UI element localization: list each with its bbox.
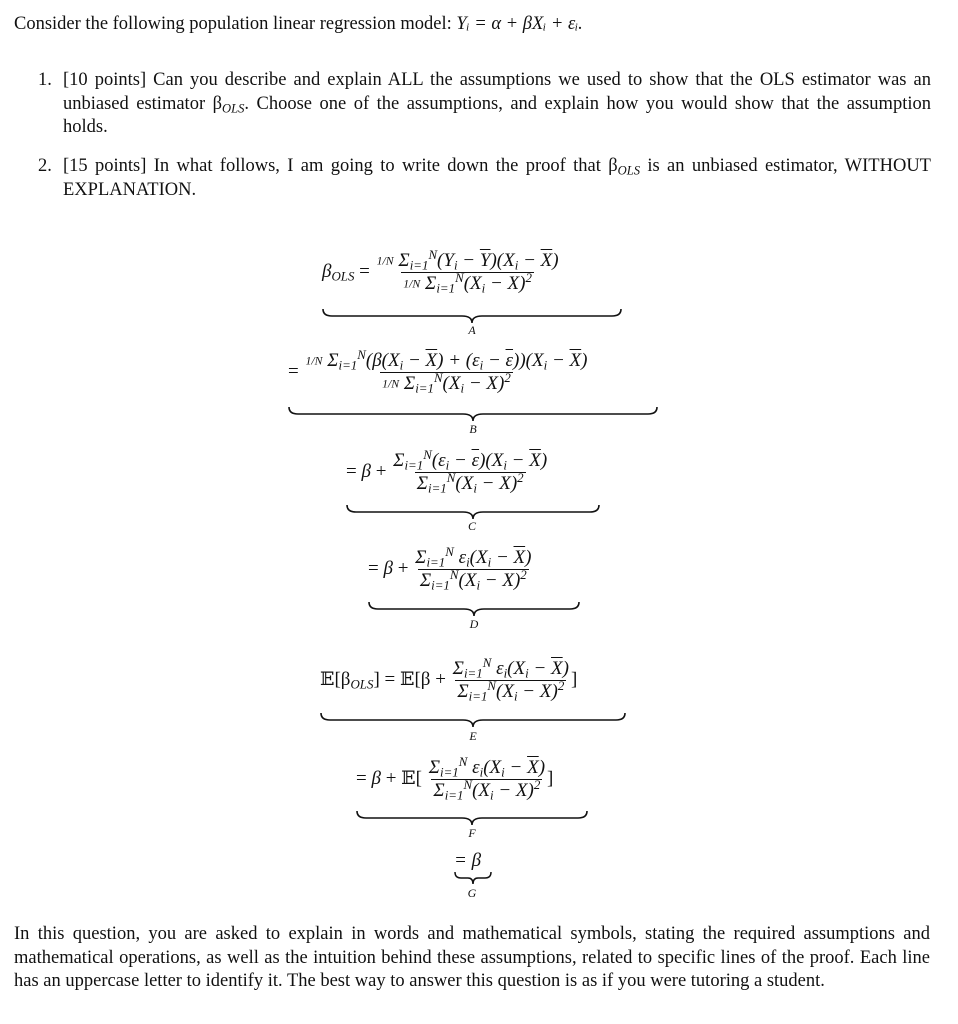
question-1-text bbox=[63, 69, 931, 140]
question-1-body: [10 points] Can you describe and explain ALL the assumptions we used to show that the OLS estimator was an unbiased estimator β bbox=[63, 70, 931, 114]
proof-line-f: = β + 𝔼[ $\frac{\Sigma_{i=1}^N \varepsilon_i(X_i - \overline{X})}{\Sigma_{i=1}^N(X_i - \overline{X})^2}$ ] bbox=[356, 753, 554, 803]
label-f: F bbox=[468, 826, 476, 840]
intro-model: Yᵢ = α + βXᵢ + εᵢ. bbox=[456, 14, 583, 34]
intro-text: Consider the following population linear regression model: bbox=[14, 14, 457, 34]
proof-line-e: $𝔼[\beta_{OLS}]$ = 𝔼[β + $\frac{\Sigma_{i=1}^N \varepsilon_i(X_i - \overline{X})}{\Sigma_{i=1}^N(X_i - \overline{X})^2}$ ] bbox=[320, 654, 578, 704]
intro-line bbox=[14, 13, 944, 37]
label-e: E bbox=[469, 729, 477, 743]
proof-line-g: = β bbox=[454, 850, 482, 871]
underbrace-e bbox=[320, 712, 626, 728]
proof-line-d: = β + $\frac{\Sigma_{i=1}^N \varepsilon_i(X_i - \overline{X})}{\Sigma_{i=1}^N(X_i - \overline{X})^2}$ bbox=[368, 543, 532, 593]
proof-line-b: = $\frac{1/N \Sigma_{i=1}^N(\beta(X_i - \overline{X}) + (\varepsilon_i - \overline{\varepsilon}))(X_i - \overline{X})}{1/N \Sigma_{i=1}^N(X_i - \overline{X})^2}$ bbox=[288, 346, 588, 396]
question-2-body: [15 points] In what follows, I am going to write down the proof that β bbox=[63, 156, 618, 176]
label-a: A bbox=[468, 323, 476, 337]
proof-line-a: $\beta_{OLS}$ = $\frac{1/N \Sigma_{i=1}^N(Y_i - \overline{Y})(X_i - \overline{X})}{1/N \Sigma_{i=1}^N(X_i - \overline{X})^2}$ bbox=[322, 246, 559, 296]
question-2-number: 2. bbox=[38, 156, 52, 176]
underbrace-d bbox=[368, 601, 580, 617]
label-d: D bbox=[469, 617, 479, 631]
underbrace-b bbox=[288, 406, 658, 422]
proof-line-c: = β + $\frac{\Sigma_{i=1}^N(\varepsilon_i - \overline{\varepsilon})(X_i - \overline{X})}{\Sigma_{i=1}^N(X_i - \overline{X})^2}$ bbox=[346, 446, 548, 496]
underbrace-c bbox=[346, 504, 600, 520]
underbrace-f bbox=[356, 810, 588, 826]
question-1-body-2: . Choose one of the assumptions, and explain how you would show that the assumption holds. bbox=[63, 93, 931, 137]
underbrace-g bbox=[454, 871, 492, 885]
question-2-text bbox=[63, 155, 931, 202]
question-1-sub: OLS bbox=[222, 101, 245, 116]
closing-paragraph: In this question, you are asked to explain in words and mathematical symbols, stating the required assumptions and mathematical operations, as well as the intuition behind these assumptions, related to specific lines of the proof. Each line has an uppercase letter to identify it. The best way to answer this question is as if you were tutoring a student. bbox=[14, 924, 930, 991]
question-2-body-2: is an unbiased estimator, WITHOUT EXPLANATION. bbox=[63, 156, 931, 200]
label-g: G bbox=[467, 886, 477, 900]
label-c: C bbox=[467, 519, 476, 533]
beta-ols: $\beta_{OLS}$ bbox=[322, 260, 355, 284]
question-2-sub: OLS bbox=[617, 163, 640, 178]
question-1-number: 1. bbox=[38, 70, 52, 90]
underbrace-a bbox=[322, 308, 622, 324]
label-b: B bbox=[469, 422, 477, 436]
